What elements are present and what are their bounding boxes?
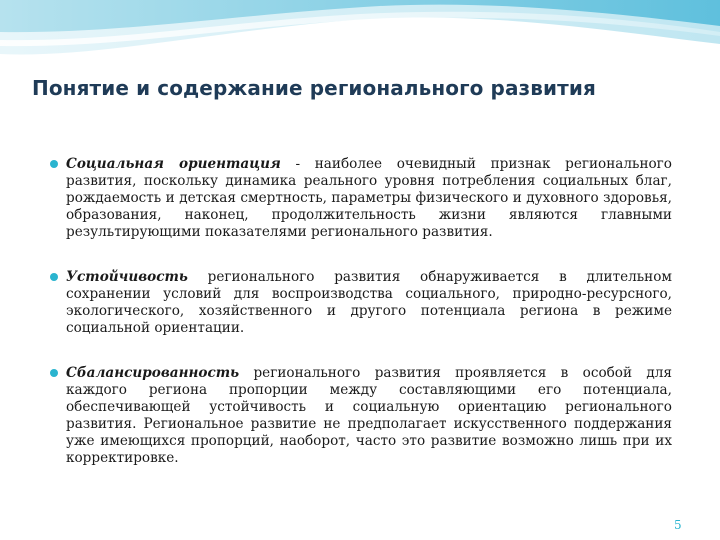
bullet-list <box>50 156 672 495</box>
item-term: Устойчивость <box>66 269 188 285</box>
bullet-icon <box>50 160 58 168</box>
bullet-icon <box>50 369 58 377</box>
slide-title: Понятие и содержание регионального развития <box>32 76 596 100</box>
list-item <box>50 365 672 467</box>
item-term: Социальная ориентация <box>66 156 281 172</box>
item-description: - наиболее очевидный признак регионального развития, поскольку динамика реального уровня потребления социальных благ, рождаемость и детская смертность, параметры физического и духовного здоровья, образования, наконец, продолжительность жизни являются главными результирующими показателями регионального развития. <box>66 156 672 240</box>
item-term: Сбалансированность <box>66 365 240 381</box>
page-number: 5 <box>674 518 682 532</box>
item-text <box>66 365 672 467</box>
item-description: регионального развития обнаруживается в длительном сохранении условий для воспроизводства социального, природно-ресурсного, экологического, хозяйственного и другого потенциала региона в режиме социальной ориентации. <box>66 269 672 336</box>
list-item <box>50 269 672 337</box>
item-text <box>66 156 672 241</box>
header-wave-decoration <box>0 0 720 80</box>
bullet-icon <box>50 273 58 281</box>
item-text <box>66 269 672 337</box>
item-description: регионального развития проявляется в особой для каждого региона пропорции между составляющими его потенциала, обеспечивающей устойчивость и социальную ориентацию регионального развития. Региональное развитие не предполагает искусственного поддержания уже имеющихся пропорций, наоборот, часто это развитие возможно лишь при их корректировке. <box>66 365 672 466</box>
list-item <box>50 156 672 241</box>
